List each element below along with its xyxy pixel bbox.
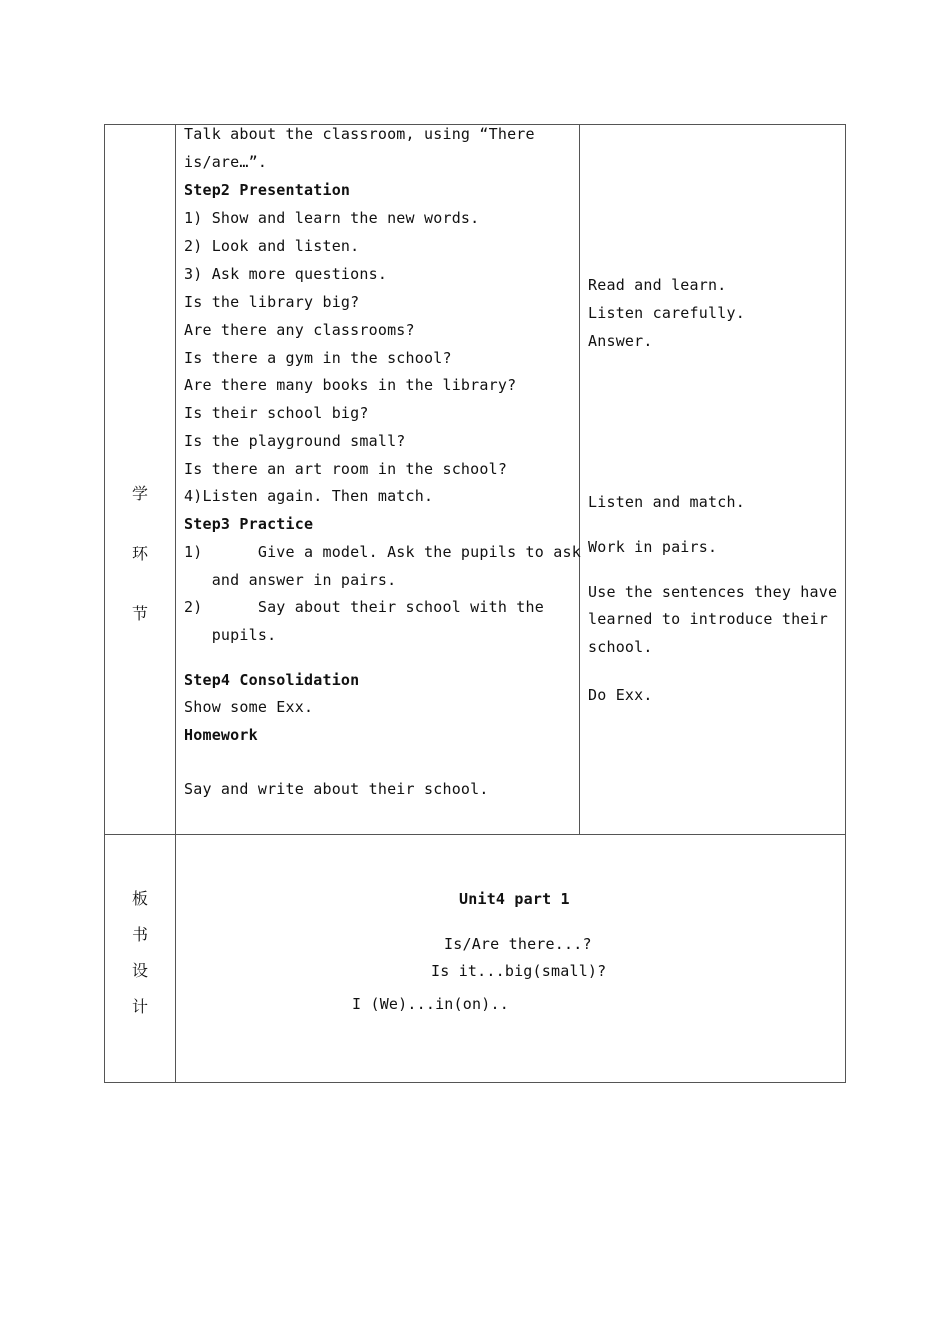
- teacher-activity-line: 1) Show and learn the new words.: [184, 209, 480, 227]
- teacher-activity-line: 4)Listen again. Then match.: [184, 487, 434, 505]
- student-activity-line: Do Exx.: [588, 686, 653, 704]
- board-title: Unit4 part 1: [459, 890, 570, 908]
- teacher-activity-line: 3) Ask more questions.: [184, 265, 388, 283]
- student-activity-line: Listen and match.: [588, 493, 745, 511]
- label-column-divider: [175, 124, 176, 1083]
- table-border-bottom: [104, 1082, 846, 1083]
- step-heading: Step4 Consolidation: [184, 671, 360, 689]
- section-label-char: 环: [132, 544, 149, 563]
- teacher-activity-line: 2) Look and listen.: [184, 237, 360, 255]
- content-column-divider: [579, 124, 580, 835]
- student-activity-line: Answer.: [588, 332, 653, 350]
- table-border-left: [104, 124, 105, 1083]
- board-label-char: 计: [132, 997, 149, 1016]
- teacher-activity-line: Talk about the classroom, using “There: [184, 125, 535, 143]
- teacher-activity-line: Say and write about their school.: [184, 780, 489, 798]
- lesson-plan-table: [104, 124, 846, 1083]
- table-border-right: [845, 124, 846, 1083]
- question-line: Is the playground small?: [184, 432, 406, 450]
- question-line: Is there an art room in the school?: [184, 460, 508, 478]
- question-line: Are there many books in the library?: [184, 376, 517, 394]
- step-heading: Step3 Practice: [184, 515, 314, 533]
- question-line: Is their school big?: [184, 404, 369, 422]
- student-activity-line: Use the sentences they have: [588, 583, 838, 601]
- question-line: Are there any classrooms?: [184, 321, 415, 339]
- section-label-char: 节: [132, 604, 149, 623]
- board-line: Is/Are there...?: [444, 935, 592, 953]
- teacher-activity-line: pupils.: [184, 626, 277, 644]
- teacher-activity-line: and answer in pairs.: [184, 571, 397, 589]
- board-line: I (We)...in(on)..: [352, 995, 509, 1013]
- student-activity-line: school.: [588, 638, 653, 656]
- section-label-char: 学: [132, 484, 149, 503]
- board-label-char: 板: [132, 889, 149, 908]
- teacher-activity-line: 1) Give a model. Ask the pupils to ask: [184, 543, 581, 561]
- question-line: Is the library big?: [184, 293, 360, 311]
- question-line: Is there a gym in the school?: [184, 349, 452, 367]
- teacher-activity-line: is/are…”.: [184, 153, 268, 171]
- board-label-char: 书: [132, 925, 149, 944]
- student-activity-line: learned to introduce their: [588, 610, 828, 628]
- board-line: Is it...big(small)?: [431, 962, 607, 980]
- table-row-divider: [104, 834, 846, 835]
- step-heading: Step2 Presentation: [184, 181, 351, 199]
- student-activity-line: Read and learn.: [588, 276, 727, 294]
- teacher-activity-line: 2) Say about their school with the: [184, 598, 544, 616]
- student-activity-line: Work in pairs.: [588, 538, 718, 556]
- student-activity-line: Listen carefully.: [588, 304, 745, 322]
- board-label-char: 设: [132, 961, 149, 980]
- step-heading: Homework: [184, 726, 258, 744]
- teacher-activity-line: Show some Exx.: [184, 698, 314, 716]
